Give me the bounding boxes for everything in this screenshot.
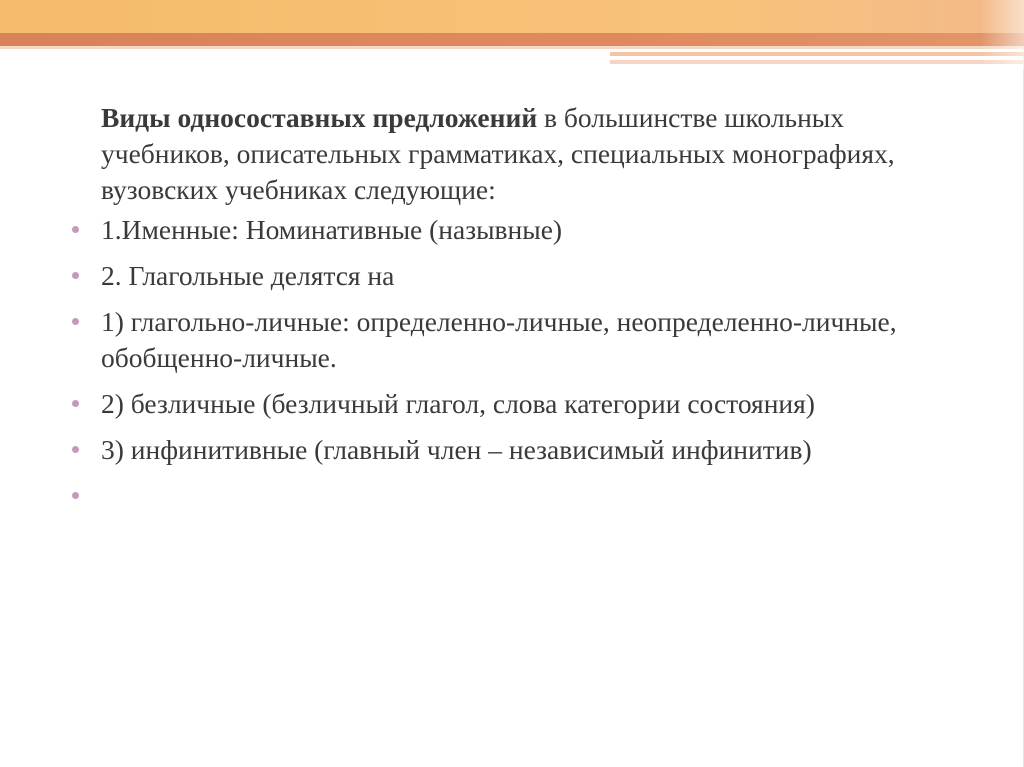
bullet-icon bbox=[72, 446, 79, 453]
list-item-text: 2) безличные (безличный глагол, слова категории состояния) bbox=[101, 388, 815, 419]
list-item bbox=[72, 386, 972, 422]
header-dark-stripe bbox=[0, 33, 1024, 46]
bullet-icon bbox=[72, 400, 79, 407]
list-item bbox=[72, 478, 972, 514]
bullet-icon bbox=[72, 318, 79, 325]
list-item-text: 1.Именные: Номинативные (назывные) bbox=[101, 214, 563, 245]
intro-rest-text: в большинстве школьных учебников, описательных грамматиках, специальных монографиях, вузовских учебниках следующие: bbox=[101, 102, 895, 205]
slide-body bbox=[72, 100, 972, 524]
header-stripe bbox=[0, 0, 1024, 33]
list-item bbox=[72, 432, 972, 468]
header-thin-stripe-secondary bbox=[610, 60, 1024, 64]
list-item bbox=[72, 304, 972, 376]
list-item-text: 2. Глагольные делятся на bbox=[101, 260, 395, 291]
bullet-icon bbox=[72, 492, 79, 499]
list-item bbox=[72, 212, 972, 248]
bullet-list bbox=[72, 212, 972, 514]
intro-bold-text: Виды односоставных предложений bbox=[101, 102, 538, 133]
intro-paragraph bbox=[72, 100, 972, 208]
header-thin-stripe bbox=[610, 52, 1024, 56]
list-item bbox=[72, 258, 972, 294]
bullet-icon bbox=[72, 272, 79, 279]
list-item-text: 3) инфинитивные (главный член – независимый инфинитив) bbox=[101, 434, 812, 465]
header-corner-fade bbox=[980, 0, 1024, 70]
bullet-icon bbox=[72, 226, 79, 233]
list-item-text: 1) глагольно-личные: определенно-личные, неопределенно-личные, обобщенно-личные. bbox=[101, 306, 897, 373]
header-light-stripe bbox=[0, 46, 1024, 49]
